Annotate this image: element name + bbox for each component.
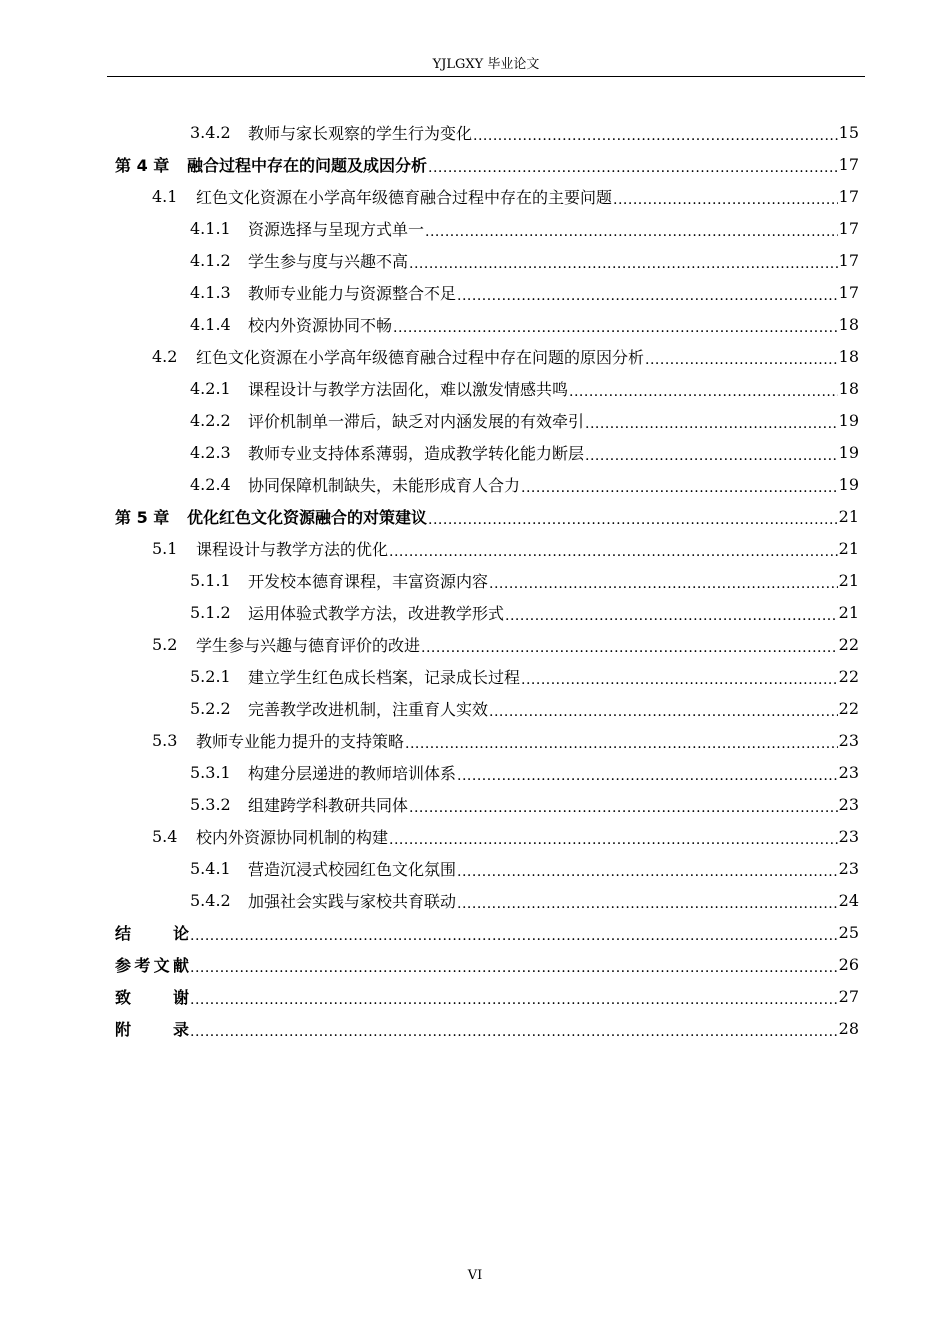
dot-leader <box>457 894 838 916</box>
toc-entry[interactable] <box>190 756 859 788</box>
toc-entry-number: 4.1.1 <box>190 218 231 238</box>
toc-entry[interactable] <box>115 1012 859 1044</box>
toc-entry-page: 15 <box>838 122 859 142</box>
toc-entry-page: 17 <box>838 154 859 174</box>
toc-entry-title: 学生参与度与兴趣不高 <box>248 251 409 271</box>
dot-leader <box>190 926 838 948</box>
toc-entry-page: 18 <box>838 346 859 366</box>
toc-entry-page: 22 <box>838 698 859 718</box>
toc-entry-title: 校内外资源协同机制的构建 <box>196 827 389 847</box>
dot-leader <box>489 702 838 724</box>
toc-entry-title: 建立学生红色成长档案，记录成长过程 <box>248 667 521 687</box>
toc-entry[interactable] <box>115 916 859 948</box>
toc-entry-number: 5.4.2 <box>190 890 231 910</box>
dot-leader <box>585 446 838 468</box>
toc-entry-page: 19 <box>838 474 859 494</box>
dot-leader <box>569 382 838 404</box>
toc-entry-number: 5.3.1 <box>190 762 231 782</box>
toc-entry-number: 第 4 章 <box>115 155 170 175</box>
toc-entry[interactable] <box>190 468 859 500</box>
toc-entry-number: 3.4.2 <box>190 122 231 142</box>
toc-entry-number: 5.1.1 <box>190 570 231 590</box>
dot-leader <box>190 958 838 980</box>
toc-entry[interactable] <box>115 148 859 180</box>
dot-leader <box>428 158 838 180</box>
dot-leader <box>645 350 838 372</box>
dot-leader <box>521 670 838 692</box>
toc-entry-number: 4.2.2 <box>190 410 231 430</box>
toc-entry[interactable] <box>190 372 859 404</box>
toc-entry-title: 构建分层递进的教师培训体系 <box>248 763 457 783</box>
toc-entry-page: 17 <box>838 218 859 238</box>
toc-entry-page: 23 <box>838 762 859 782</box>
toc-entry-number: 5.1 <box>152 538 178 558</box>
toc-entry-title: 课程设计与教学方法固化，难以激发情感共鸣 <box>248 379 569 399</box>
toc-entry-page: 22 <box>838 666 859 686</box>
dot-leader <box>521 478 838 500</box>
toc-entry-page: 23 <box>838 858 859 878</box>
toc-entry-number: 4.2 <box>152 346 178 366</box>
toc-entry-number: 4.2.1 <box>190 378 231 398</box>
toc-entry-title: 教师专业支持体系薄弱，造成教学转化能力断层 <box>248 443 585 463</box>
dot-leader <box>505 606 838 628</box>
toc-entry-page: 21 <box>838 570 859 590</box>
toc-entry-number: 5.1.2 <box>190 602 231 622</box>
toc-entry[interactable] <box>190 308 859 340</box>
toc-entry[interactable] <box>190 564 859 596</box>
toc-entry-page: 18 <box>838 378 859 398</box>
dot-leader <box>190 1022 838 1044</box>
dot-leader <box>457 286 838 308</box>
toc-entry-number: 4.1.2 <box>190 250 231 270</box>
toc-entry-title: 校内外资源协同不畅 <box>248 315 393 335</box>
toc-entry-title: 评价机制单一滞后，缺乏对内涵发展的有效牵引 <box>248 411 585 431</box>
toc-entry-page: 21 <box>838 538 859 558</box>
toc-entry-title: 致 谢 <box>115 987 189 1007</box>
toc-entry-page: 23 <box>838 794 859 814</box>
toc-entry-title: 运用体验式教学方法，改进教学形式 <box>248 603 505 623</box>
toc-entry[interactable] <box>190 212 859 244</box>
dot-leader <box>585 414 838 436</box>
toc-entry-page: 27 <box>838 986 859 1006</box>
toc-entry-number: 第 5 章 <box>115 507 170 527</box>
toc-entry-number: 4.2.4 <box>190 474 231 494</box>
toc-entry[interactable] <box>115 948 859 980</box>
toc-entry-title: 附 录 <box>115 1019 189 1039</box>
toc-entry-page: 26 <box>838 954 859 974</box>
toc-entry-title: 组建跨学科教研共同体 <box>248 795 409 815</box>
dot-leader <box>473 126 838 148</box>
toc-entry-number: 4.1 <box>152 186 178 206</box>
toc-entry-number: 5.4.1 <box>190 858 231 878</box>
toc-entry-page: 17 <box>838 282 859 302</box>
toc-entry[interactable] <box>190 660 859 692</box>
toc-entry-page: 21 <box>838 602 859 622</box>
toc-entry[interactable] <box>190 788 859 820</box>
toc-entry-page: 18 <box>838 314 859 334</box>
toc-entry-page: 24 <box>838 890 859 910</box>
page-footer <box>0 1268 950 1283</box>
dot-leader <box>457 766 838 788</box>
toc-entry-number: 4.2.3 <box>190 442 231 462</box>
dot-leader <box>409 254 838 276</box>
toc-entry[interactable] <box>115 500 859 532</box>
toc-entry[interactable] <box>115 980 859 1012</box>
toc-entry-title: 加强社会实践与家校共育联动 <box>248 891 457 911</box>
dot-leader <box>457 862 838 884</box>
toc-entry[interactable] <box>190 276 859 308</box>
toc-entry[interactable] <box>152 532 859 564</box>
dot-leader <box>613 190 838 212</box>
toc-entry-title: 优化红色文化资源融合的对策建议 <box>187 507 428 527</box>
toc-entry-title: 完善教学改进机制，注重育人实效 <box>248 699 489 719</box>
toc-entry-number: 5.4 <box>152 826 178 846</box>
toc-entry-title: 学生参与兴趣与德育评价的改进 <box>196 635 421 655</box>
toc-entry[interactable] <box>152 340 859 372</box>
toc-entry-title: 教师专业能力与资源整合不足 <box>248 283 457 303</box>
toc-entry-number: 5.3.2 <box>190 794 231 814</box>
toc-entry-page: 19 <box>838 410 859 430</box>
toc-entry-title: 参 考 文 献 <box>115 955 189 975</box>
toc-entry[interactable] <box>190 404 859 436</box>
dot-leader <box>190 990 838 1012</box>
toc-entry-number: 4.1.3 <box>190 282 231 302</box>
toc-entry[interactable] <box>190 116 859 148</box>
toc-entry-page: 25 <box>838 922 859 942</box>
toc-entry-page: 21 <box>838 506 859 526</box>
toc-entry[interactable] <box>190 884 859 916</box>
toc-entry-number: 4.1.4 <box>190 314 231 334</box>
toc-entry-title: 红色文化资源在小学高年级德育融合过程中存在的主要问题 <box>196 187 613 207</box>
toc-entry-number: 5.2 <box>152 634 178 654</box>
dot-leader <box>425 222 838 244</box>
toc-entry-title: 教师与家长观察的学生行为变化 <box>248 123 473 143</box>
toc-entry-title: 结 论 <box>115 923 189 943</box>
dot-leader <box>389 830 838 852</box>
toc-entry-page: 22 <box>838 634 859 654</box>
toc-entry-page: 17 <box>838 186 859 206</box>
toc-entry[interactable] <box>190 852 859 884</box>
toc-entry-page: 28 <box>838 1018 859 1038</box>
toc-entry-page: 23 <box>838 826 859 846</box>
toc-entry-number: 5.2.2 <box>190 698 231 718</box>
toc-entry[interactable] <box>152 180 859 212</box>
dot-leader <box>409 798 838 820</box>
toc-entry[interactable] <box>190 244 859 276</box>
toc-entry-title: 协同保障机制缺失，未能形成育人合力 <box>248 475 521 495</box>
toc-entry-page: 19 <box>838 442 859 462</box>
dot-leader <box>405 734 838 756</box>
toc-entry[interactable] <box>152 724 859 756</box>
toc-entry-title: 资源选择与呈现方式单一 <box>248 219 425 239</box>
dot-leader <box>421 638 838 660</box>
dot-leader <box>393 318 838 340</box>
toc-entry-number: 5.2.1 <box>190 666 231 686</box>
toc-entry[interactable] <box>190 436 859 468</box>
toc-entry[interactable] <box>190 692 859 724</box>
header-title: YJLGXY 毕业论文 <box>432 57 540 72</box>
toc-entry-number: 5.3 <box>152 730 178 750</box>
dot-leader <box>428 510 838 532</box>
toc-entry-title: 营造沉浸式校园红色文化氛围 <box>248 859 457 879</box>
dot-leader <box>489 574 838 596</box>
toc-entry-title: 教师专业能力提升的支持策略 <box>196 731 405 751</box>
dot-leader <box>389 542 838 564</box>
toc-entry[interactable] <box>152 628 859 660</box>
toc-entry[interactable] <box>152 820 859 852</box>
toc-entry-title: 课程设计与教学方法的优化 <box>196 539 389 559</box>
toc-entry-title: 开发校本德育课程，丰富资源内容 <box>248 571 489 591</box>
toc-entry-title: 融合过程中存在的问题及成因分析 <box>187 155 428 175</box>
page-header <box>107 56 865 74</box>
toc-entry-page: 23 <box>838 730 859 750</box>
header-rule <box>107 76 865 77</box>
toc-entry-page: 17 <box>838 250 859 270</box>
toc-entry-title: 红色文化资源在小学高年级德育融合过程中存在问题的原因分析 <box>196 347 645 367</box>
page-number: VI <box>467 1268 483 1283</box>
toc-entry[interactable] <box>190 596 859 628</box>
